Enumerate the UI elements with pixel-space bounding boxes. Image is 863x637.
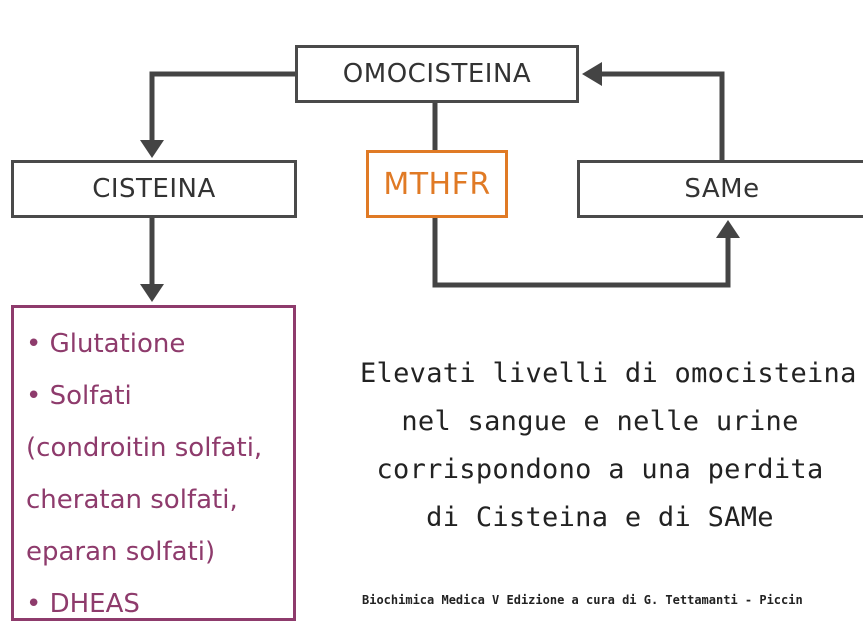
arrowhead-cisteina bbox=[140, 140, 164, 158]
note-line: Elevati livelli di omocisteina bbox=[360, 358, 857, 389]
node-omocisteina bbox=[295, 45, 579, 103]
arrow-mthfr-to-same bbox=[435, 218, 728, 285]
explanatory-note bbox=[360, 350, 857, 542]
product-item: cheratan solfati, bbox=[26, 485, 238, 515]
node-same-label: SAMe bbox=[684, 174, 760, 204]
note-line: nel sangue e nelle urine bbox=[401, 406, 799, 437]
products-box bbox=[11, 305, 296, 621]
note-line: corrispondono a una perdita bbox=[376, 454, 824, 485]
product-item: • DHEAS bbox=[26, 589, 140, 619]
arrow-same-to-omocisteina bbox=[596, 74, 722, 160]
product-item: • Glutatione bbox=[26, 329, 186, 359]
arrowhead-products bbox=[140, 284, 164, 302]
node-cisteina bbox=[11, 160, 297, 218]
product-item: • Solfati bbox=[26, 381, 132, 411]
product-item: eparan solfati) bbox=[26, 537, 216, 567]
node-mthfr-label: MTHFR bbox=[383, 166, 491, 202]
note-line: di Cisteina e di SAMe bbox=[426, 502, 774, 533]
node-same bbox=[577, 160, 863, 218]
arrow-omocisteina-to-cisteina bbox=[152, 74, 295, 148]
source-citation: Biochimica Medica V Edizione a cura di G. Tettamanti - Piccin bbox=[362, 593, 803, 607]
product-item: (condroitin solfati, bbox=[26, 433, 263, 463]
arrowhead-omocisteina bbox=[582, 62, 602, 86]
node-cisteina-label: CISTEINA bbox=[92, 174, 216, 204]
arrowhead-same bbox=[716, 220, 740, 238]
node-mthfr bbox=[366, 150, 508, 218]
node-omocisteina-label: OMOCISTEINA bbox=[342, 59, 532, 89]
